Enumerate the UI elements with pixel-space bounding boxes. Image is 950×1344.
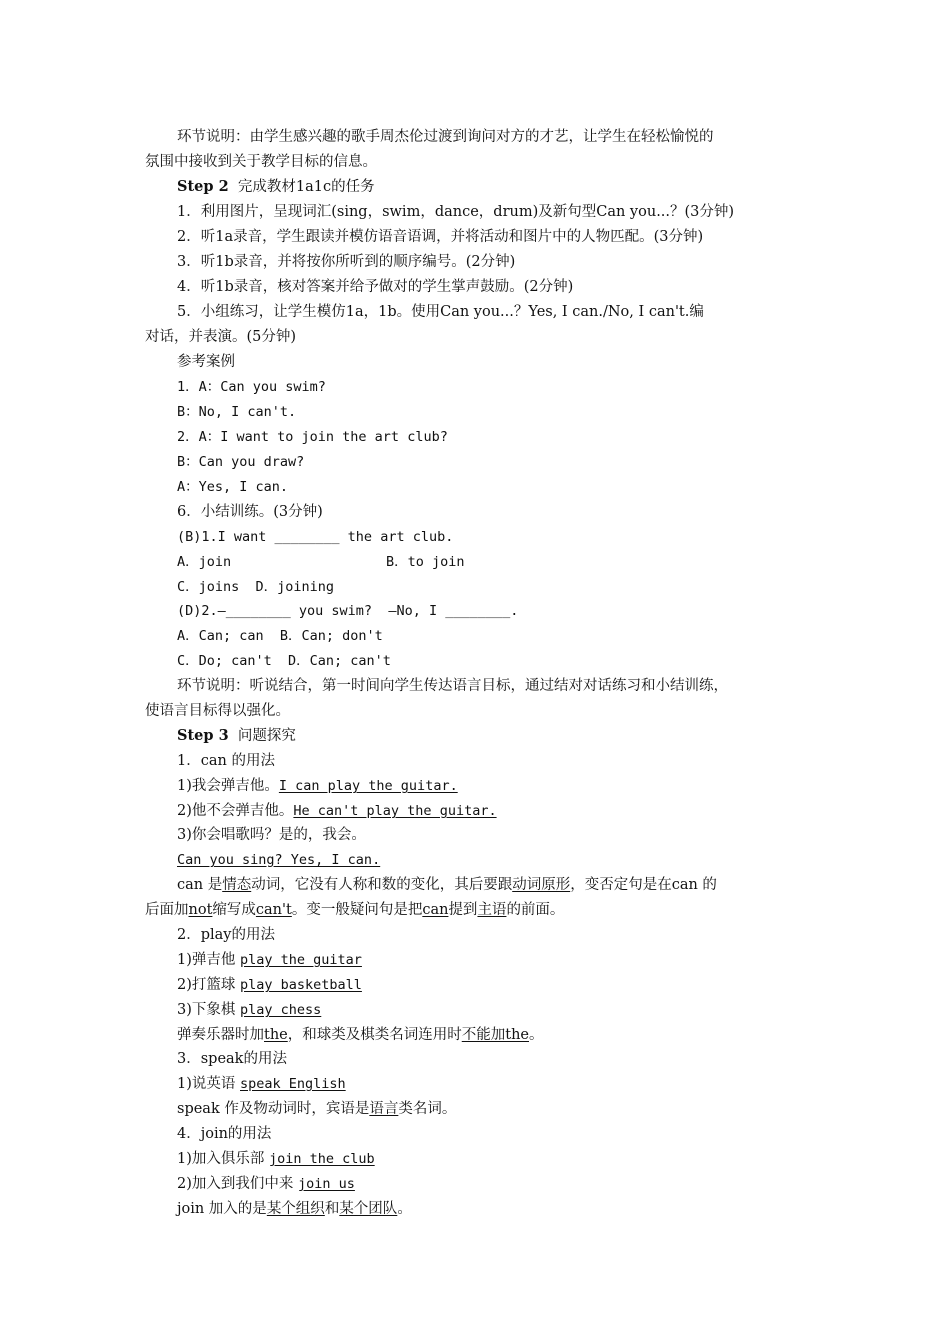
speak-example-1	[177, 1074, 346, 1094]
speak-example-1-cn: 1)说英语	[177, 1076, 236, 1092]
can-example-1-en: I can play the guitar.	[278, 778, 458, 794]
can-usage-title: 1．can 的用法	[177, 753, 275, 769]
summary-title: 6．小结训练。(3分钟)	[177, 504, 323, 520]
can-rule-answer: 动词原形	[512, 877, 571, 893]
join-rule-answer: 某个团队	[339, 1201, 398, 1217]
step2-item-4: 4．听1b录音，核对答案并给予做对的学生掌声鼓励。(2分钟)	[177, 279, 574, 295]
can-example-2-en: He can't play the guitar.	[293, 803, 497, 819]
step3-title: 问题探究	[237, 728, 296, 744]
step2-heading	[177, 177, 375, 197]
can-rule-answer: can't	[255, 902, 292, 918]
step2-item-2: 2．听1a录音，学生跟读并模仿语音语调，并将活动和图片中的人物匹配。(3分钟)	[177, 229, 704, 245]
question-1-option-a: A．join	[177, 554, 232, 570]
intro-line-1: 环节说明：由学生感兴趣的歌手周杰伦过渡到询问对方的才艺，让学生在轻松愉悦的	[177, 129, 714, 145]
play-rule-text: 弹奏乐器时加	[177, 1027, 264, 1043]
reference-line-3: 2．A：I want to join the art club?	[177, 429, 448, 445]
join-example-2	[177, 1174, 355, 1194]
question-2-stem: (D)2.—________ you swim? —No, I ________.	[177, 603, 519, 619]
join-example-1	[177, 1149, 375, 1169]
can-rule-text: can 是	[177, 877, 223, 893]
join-example-1-cn: 1)加入俱乐部	[177, 1151, 265, 1167]
intro-line-2: 氛围中接收到关于教学目标的信息。	[145, 154, 377, 170]
step2-label: Step 2	[177, 178, 229, 195]
join-rule	[177, 1199, 412, 1219]
speak-usage-title: 3．speak的用法	[177, 1051, 287, 1067]
can-example-1-cn: 1)我会弹吉他。	[177, 778, 279, 794]
speak-rule	[177, 1099, 456, 1119]
join-rule-answer: 某个组织	[266, 1201, 325, 1217]
can-rule-text: 后面加	[145, 902, 189, 918]
can-example-3-cn: 3)你会唱歌吗？是的，我会。	[177, 827, 366, 843]
reference-line-1: 1．A：Can you swim?	[177, 379, 326, 395]
can-rule-line-2	[145, 900, 564, 920]
can-rule-answer: can	[422, 902, 449, 918]
question-1-option-b: B．to join	[386, 554, 465, 570]
join-rule-text: 。	[397, 1201, 412, 1217]
play-example-1-cn: 1)弹吉他	[177, 952, 236, 968]
can-rule-text: 缩写成	[212, 902, 256, 918]
speak-rule-text: speak 作及物动词时，宾语是	[177, 1101, 370, 1117]
question-2-options-ab: A．Can; can B．Can; don't	[177, 628, 383, 644]
can-rule-text: 的前面。	[506, 902, 565, 918]
can-example-3-en: Can you sing? Yes, I can.	[177, 852, 381, 868]
can-rule-answer: 主语	[477, 902, 507, 918]
speak-example-1-en: speak English	[240, 1076, 346, 1092]
speak-rule-text: 类名词。	[398, 1101, 457, 1117]
can-rule-answer: 情态	[222, 877, 252, 893]
step2-item-5: 5．小组练习，让学生模仿1a，1b。使用Can you...？Yes, I can./No, I can't.编	[177, 304, 704, 320]
step2-note-line-2: 使语言目标得以强化。	[145, 703, 290, 719]
can-rule-text: 提到	[448, 902, 478, 918]
can-rule-answer: not	[188, 902, 213, 918]
play-example-3-en: play chess	[240, 1002, 322, 1018]
play-rule-answer: 不能加the	[461, 1027, 529, 1043]
step2-item-1: 1．利用图片，呈现词汇(sing，swim，dance，drum)及新句型Can you...？(3分钟)	[177, 204, 735, 220]
reference-line-2: B：No, I can't.	[177, 404, 297, 420]
play-usage-title: 2．play的用法	[177, 927, 275, 943]
join-rule-text: join 加入的是	[177, 1201, 267, 1217]
play-rule-text: 。	[529, 1027, 544, 1043]
step2-item-5-cont: 对话，并表演。(5分钟)	[145, 329, 297, 345]
can-rule-text: ，变否定句是在can 的	[570, 877, 717, 893]
play-rule-answer: the	[264, 1027, 288, 1043]
speak-rule-answer: 语言	[369, 1101, 399, 1117]
question-1-stem: (B)1.I want ________ the art club.	[177, 529, 454, 545]
play-rule	[177, 1025, 544, 1045]
play-example-1	[177, 950, 362, 970]
can-example-2-cn: 2)他不会弹吉他。	[177, 803, 294, 819]
join-rule-text: 和	[324, 1201, 340, 1217]
play-example-3	[177, 1000, 321, 1020]
step2-title: 完成教材1a1c的任务	[237, 179, 375, 195]
question-2-options-cd: C．Do; can't D．Can; can't	[177, 653, 391, 669]
can-example-1	[177, 776, 458, 796]
can-rule-text: 动词，它没有人称和数的变化，其后要跟	[251, 877, 513, 893]
step3-heading	[177, 726, 296, 746]
join-example-1-en: join the club	[269, 1151, 375, 1167]
join-example-2-en: join us	[298, 1176, 355, 1192]
play-example-2-cn: 2)打篮球	[177, 977, 236, 993]
step2-note-line-1: 环节说明：听说结合，第一时间向学生传达语言目标，通过结对对话练习和小结训练，	[177, 678, 728, 694]
can-rule-text: 。变一般疑问句是把	[291, 902, 423, 918]
reference-line-4: B：Can you draw?	[177, 454, 305, 470]
can-example-2	[177, 801, 497, 821]
reference-line-5: A：Yes, I can.	[177, 479, 289, 495]
step3-label: Step 3	[177, 727, 229, 744]
play-example-2	[177, 975, 362, 995]
step2-item-3: 3．听1b录音，并将按你所听到的顺序编号。(2分钟)	[177, 254, 516, 270]
join-example-2-cn: 2)加入到我们中来	[177, 1176, 294, 1192]
can-rule-line-1	[177, 875, 717, 895]
play-example-2-en: play basketball	[240, 977, 362, 993]
reference-title: 参考案例	[177, 354, 235, 370]
play-rule-text: ，和球类及棋类名词连用时	[287, 1027, 462, 1043]
join-usage-title: 4．join的用法	[177, 1126, 272, 1142]
question-1-options-cd: C．joins D．joining	[177, 579, 335, 595]
play-example-3-cn: 3)下象棋	[177, 1002, 236, 1018]
play-example-1-en: play the guitar	[240, 952, 362, 968]
